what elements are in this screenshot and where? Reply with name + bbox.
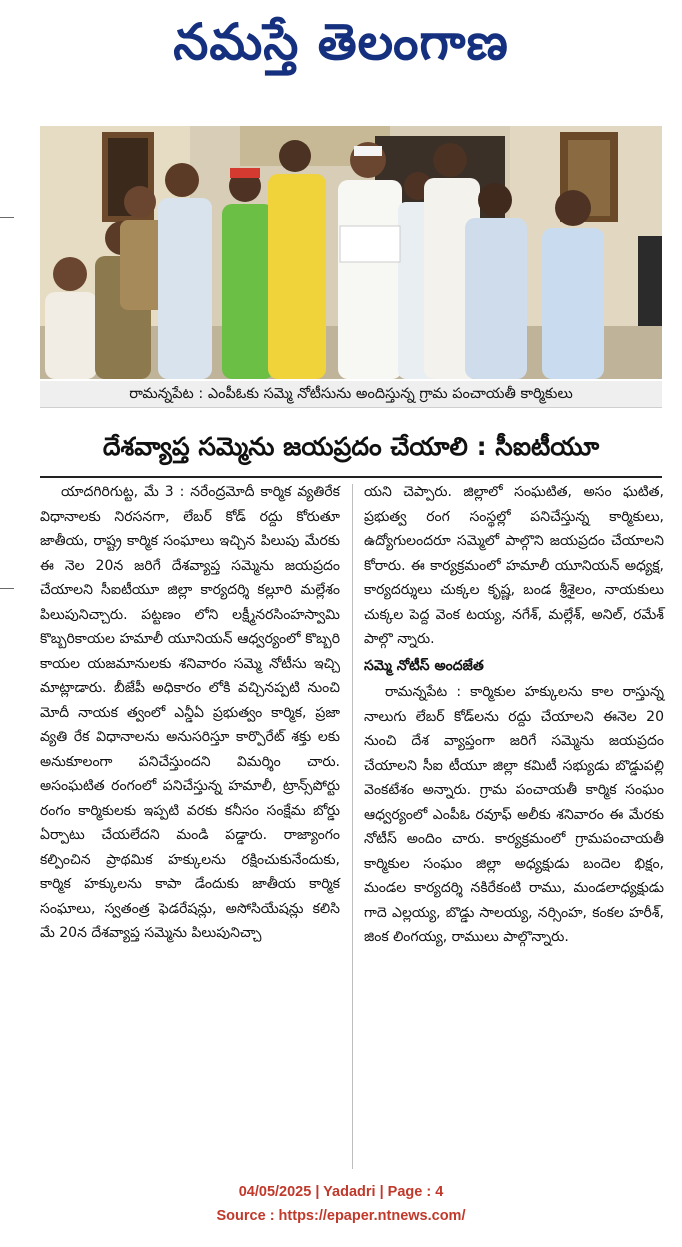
footer-date-edition: 04/05/2025 | Yadadri | Page : 4 [238, 1184, 444, 1200]
body-paragraph: యని చెప్పారు. జిల్లాలో సంఘటిత, అసం ఘటిత, ప్రభుత్వ రంగ సంస్థల్లో పనిచేస్తున్న కార్మికులు, ఉద్యోగులందరూ సమ్మెలో పాల్గొని జయప్రదం చేయాలని కోరారు. ఈ కార్యక్రమంలో హమాలీ యూనియన్ అధ్యక్ష, కార్యదర్శులు చుక్కల కృష్ణ, బండ శ్రీశైలం, నాయకులు చుక్కల పెద్ద వెంక టయ్య, నగేశ్, మల్లేశ్, అనిల్, రమేశ్ పాల్గొ న్నారు. [364, 484, 664, 647]
body-paragraph: రామన్నపేట : కార్మికుల హక్కులను కాల రాస్తున్న నాలుగు లేబర్ కోడ్‌లను రద్దు చేయాలని ఈనెల 20 నుంచి దేశ వ్యాప్తంగా జరిగే సమ్మెను జయప్రదం చేయాలని సీఐ టీయూ జిల్లా కమిటీ సభ్యుడు బొడ్డుపల్లి వెంకటేశం అన్నారు. గ్రామ పంచాయతీ కార్మిక సంఘం ఆధ్వర్యంలో ఎంపీఓ రవూఫ్ అలీకు శనివారం ఈ మేరకు నోటీస్ అందిం చారు. కార్యక్రమంలో గ్రామపంచాయతీ కార్మికుల సంఘం జిల్లా అధ్యక్షుడు బందెల భిక్షం, మండల కార్యదర్శి నకిరేకంటి రాము, మండలాధ్యక్షుడు గాదె ఎల్లయ్య, బొడ్డు సాలయ్య, నర్సింహ, కంకల హరీశ్, జింక లింగయ్య, రాములు పాల్గొన్నారు. [364, 684, 664, 945]
masthead-logo: నమస్తే తెలంగాణ [173, 12, 509, 71]
article-column-left [40, 480, 340, 946]
footer-source: Source : https://epaper.ntnews.com/ [216, 1208, 466, 1224]
headline-rule [40, 476, 662, 478]
margin-tick [0, 588, 14, 589]
body-paragraph: యాదగిరిగుట్ట, మే 3 : నరేంద్రమోదీ కార్మిక వ్యతిరేక విధానాలకు నిరసనగా, లేబర్ కోడ్ రద్దు కోరుతూ జాతీయ, రాష్ట్ర కార్మిక సంఘాలు ఇచ్చిన పిలుపు మేరకు ఈ నెల 20న జరిగే దేశవ్యాప్త సమ్మెను జయప్రదం చేయాలని సీఐటీయూ జిల్లా కార్యదర్శి కల్లూరి మల్లేశం పిలుపునిచ్చారు. పట్టణం లోని లక్ష్మీనరసింహస్వామి కొబ్బరికాయల హమాలీ యూనియన్ ఆధ్వర్యంలో కొబ్బరి కాయల యజమానులకు శనివారం సమ్మె నోటీసు ఇచ్చి మాట్లాడారు. బీజేపీ అధికారం లోకి వచ్చినప్పటి నుంచి మోదీ నాయక త్వంలో ఎన్డీఏ ప్రభుత్వం కార్మిక, ప్రజా వ్యతి రేక విధానాలను అనుసరిస్తూ కార్పొరేట్ శక్తు లకు అనుకూలంగా పనిచేస్తుందని విమర్శిం చారు. అసంఘటిత రంగంలో పనిచేస్తున్న హమాలీ, ట్రాన్స్‌పోర్టు రంగం కార్మికులకు ఇప్పటి వరకు కనీసం సంక్షేమ బోర్డు ఏర్పాటు చేయలేదని మండి పడ్డారు. రాజ్యాంగం కల్పించిన ప్రాథమిక హక్కులను రక్షించుకునేందుకు, కార్మిక హక్కులను కాపా డేందుకు జాతీయ కార్మిక సంఘాలు, స్వతంత్ర ఫెడరేషన్లు, అసోసియేషన్లు కలిసి మే 20న దేశవ్యాప్త సమ్మెను పిలుపునిచ్చా [40, 484, 340, 941]
article-subheading: సమ్మె నోటీస్ అందజేత [364, 657, 484, 674]
margin-tick [0, 217, 14, 218]
news-photo [40, 126, 662, 379]
article-column-right [364, 480, 664, 950]
photo-caption: రామన్నపేట : ఎంపీఓకు సమ్మె నోటీసును అందిస్తున్న గ్రామ పంచాయతీ కార్మికులు [40, 381, 662, 408]
article-headline: దేశవ్యాప్త సమ్మెను జయప్రదం చేయాలి : సీఐటీయూ [102, 432, 600, 461]
column-divider [352, 484, 353, 1169]
